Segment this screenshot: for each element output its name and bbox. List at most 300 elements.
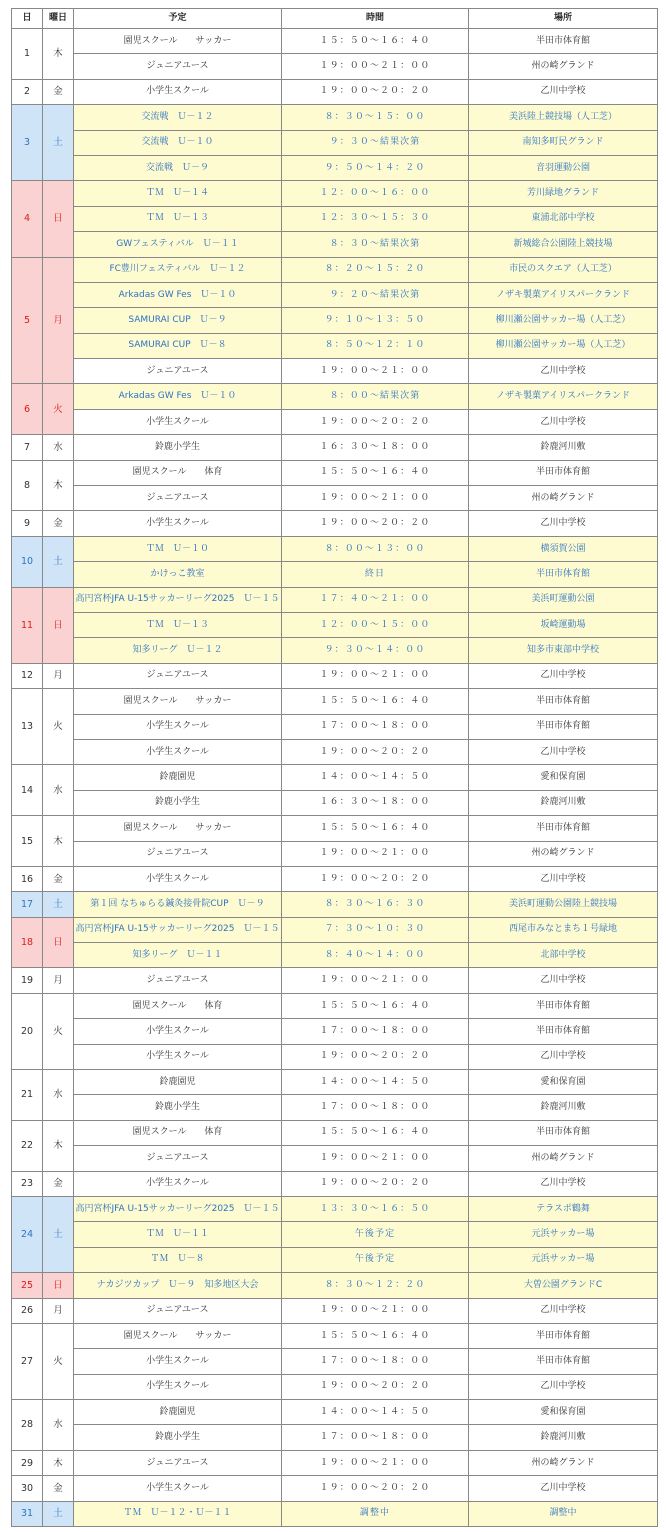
table-row [12, 1349, 658, 1374]
day-number: 13 [12, 689, 43, 765]
day-number: 10 [12, 536, 43, 587]
weekday-label: 金 [43, 1476, 74, 1501]
weekday-label: 日 [43, 917, 74, 968]
place-cell: 美浜陸上競技場（人工芝） [469, 105, 658, 130]
place-cell: 坂崎運動場 [469, 612, 658, 637]
table-row [12, 359, 658, 384]
day-number: 7 [12, 435, 43, 460]
time-cell: １９：００〜２０：２０ [282, 79, 469, 104]
time-cell: １９：００〜２０：２０ [282, 511, 469, 536]
time-cell: １７：００〜１８：００ [282, 1019, 469, 1044]
weekday-label: 月 [43, 1298, 74, 1323]
day-number: 17 [12, 892, 43, 917]
place-cell: 愛和保育園 [469, 1070, 658, 1095]
event-cell: 園児スクール 体育 [74, 993, 282, 1018]
time-cell: ８：００〜結果次第 [282, 384, 469, 409]
time-cell: １６：３０〜１８：００ [282, 435, 469, 460]
event-cell: 小学生スクール [74, 866, 282, 891]
place-cell: 元浜サッカー場 [469, 1247, 658, 1272]
weekday-label: 金 [43, 1171, 74, 1196]
event-cell: ジュニアユース [74, 663, 282, 688]
table-row [12, 1146, 658, 1171]
table-row [12, 816, 658, 841]
table-row [12, 1019, 658, 1044]
table-row [12, 1070, 658, 1095]
day-number: 23 [12, 1171, 43, 1196]
table-row [12, 1400, 658, 1425]
table-row [12, 460, 658, 485]
time-cell: ８：３０〜１６：３０ [282, 892, 469, 917]
table-row [12, 409, 658, 434]
place-cell: 鈴鹿河川敷 [469, 435, 658, 460]
table-row [12, 206, 658, 231]
place-cell: 愛和保育園 [469, 1400, 658, 1425]
event-cell: 小学生スクール [74, 714, 282, 739]
weekday-label: 金 [43, 511, 74, 536]
event-cell: ＴＭ Ｕ－１３ [74, 612, 282, 637]
time-cell: １９：００〜２１：００ [282, 1450, 469, 1475]
place-cell: 半田市体育館 [469, 460, 658, 485]
place-cell: 半田市体育館 [469, 29, 658, 54]
place-cell: 乙川中学校 [469, 1298, 658, 1323]
place-cell: 鈴鹿河川敷 [469, 1425, 658, 1450]
day-number: 15 [12, 816, 43, 867]
day-number: 31 [12, 1501, 43, 1526]
time-cell: １９：００〜２１：００ [282, 1146, 469, 1171]
time-cell: ９：５０〜１４：２０ [282, 155, 469, 180]
table-row [12, 612, 658, 637]
place-cell: 乙川中学校 [469, 866, 658, 891]
place-cell: 州の崎グランド [469, 841, 658, 866]
place-cell: 北部中学校 [469, 943, 658, 968]
time-cell: ８：４０〜１４：００ [282, 943, 469, 968]
time-cell: １５：５０〜１６：４０ [282, 1323, 469, 1348]
place-cell: 州の崎グランド [469, 1450, 658, 1475]
place-cell: 乙川中学校 [469, 1476, 658, 1501]
time-cell: １９：００〜２１：００ [282, 1298, 469, 1323]
header-time: 時間 [282, 9, 469, 29]
day-number: 26 [12, 1298, 43, 1323]
weekday-label: 火 [43, 993, 74, 1069]
event-cell: 小学生スクール [74, 1476, 282, 1501]
header-row [12, 9, 658, 29]
place-cell: 半田市体育館 [469, 816, 658, 841]
time-cell: １７：００〜１８：００ [282, 1425, 469, 1450]
event-cell: 小学生スクール [74, 79, 282, 104]
place-cell: 乙川中学校 [469, 1374, 658, 1399]
time-cell: １６：３０〜１８：００ [282, 790, 469, 815]
time-cell: １３：３０〜１６：５０ [282, 1196, 469, 1221]
table-row [12, 663, 658, 688]
place-cell: 乙川中学校 [469, 739, 658, 764]
place-cell: 市民のスクエア（人工芝） [469, 257, 658, 282]
table-row [12, 257, 658, 282]
table-row [12, 1044, 658, 1069]
event-cell: FC豊川フェスティバル Ｕ－１２ [74, 257, 282, 282]
event-cell: ジュニアユース [74, 841, 282, 866]
time-cell: ８：３０〜１５：００ [282, 105, 469, 130]
event-cell: ジュニアユース [74, 1146, 282, 1171]
day-number: 28 [12, 1400, 43, 1451]
place-cell: 乙川中学校 [469, 663, 658, 688]
weekday-label: 木 [43, 816, 74, 867]
weekday-label: 土 [43, 1501, 74, 1526]
event-cell: GWフェスティバル Ｕ－１１ [74, 232, 282, 257]
place-cell: 芳川緑地グランド [469, 181, 658, 206]
time-cell: ８：３０〜結果次第 [282, 232, 469, 257]
table-row [12, 1476, 658, 1501]
time-cell: ９：３０〜１４：００ [282, 638, 469, 663]
weekday-label: 金 [43, 79, 74, 104]
weekday-label: 月 [43, 257, 74, 384]
time-cell: １９：００〜２０：２０ [282, 409, 469, 434]
place-cell: 乙川中学校 [469, 79, 658, 104]
event-cell: 鈴鹿園児 [74, 1070, 282, 1095]
event-cell: ジュニアユース [74, 968, 282, 993]
time-cell: ８：００〜１３：００ [282, 536, 469, 561]
place-cell: 柳川瀬公園サッカー場（人工芝） [469, 308, 658, 333]
event-cell: 園児スクール サッカー [74, 1323, 282, 1348]
day-number: 19 [12, 968, 43, 993]
weekday-label: 水 [43, 765, 74, 816]
day-number: 5 [12, 257, 43, 384]
weekday-label: 火 [43, 384, 74, 435]
day-number: 9 [12, 511, 43, 536]
time-cell: ８：３０〜１２：２０ [282, 1273, 469, 1298]
weekday-label: 日 [43, 181, 74, 257]
event-cell: 鈴鹿小学生 [74, 1095, 282, 1120]
weekday-label: 水 [43, 1400, 74, 1451]
event-cell: Arkadas GW Fes Ｕ－１０ [74, 384, 282, 409]
time-cell: １５：５０〜１６：４０ [282, 1120, 469, 1145]
event-cell: 鈴鹿小学生 [74, 790, 282, 815]
table-row [12, 181, 658, 206]
event-cell: 小学生スクール [74, 1374, 282, 1399]
table-row [12, 1171, 658, 1196]
table-row [12, 587, 658, 612]
table-row [12, 105, 658, 130]
event-cell: ジュニアユース [74, 1450, 282, 1475]
event-cell: 交流戦 Ｕ－１０ [74, 130, 282, 155]
place-cell: 南知多町民グランド [469, 130, 658, 155]
table-row [12, 1273, 658, 1298]
place-cell: 元浜サッカー場 [469, 1222, 658, 1247]
day-number: 20 [12, 993, 43, 1069]
table-row [12, 968, 658, 993]
place-cell: 州の崎グランド [469, 54, 658, 79]
event-cell: 鈴鹿小学生 [74, 435, 282, 460]
time-cell: 終日 [282, 562, 469, 587]
day-number: 27 [12, 1323, 43, 1399]
event-cell: 鈴鹿園児 [74, 765, 282, 790]
weekday-label: 水 [43, 1070, 74, 1121]
place-cell: 半田市体育館 [469, 714, 658, 739]
time-cell: １９：００〜２１：００ [282, 54, 469, 79]
time-cell: １４：００〜１４：５０ [282, 1400, 469, 1425]
weekday-label: 日 [43, 587, 74, 663]
place-cell: ノザキ製菓アイリスパークランド [469, 282, 658, 307]
time-cell: １９：００〜２０：２０ [282, 1476, 469, 1501]
place-cell: 鈴鹿河川敷 [469, 1095, 658, 1120]
event-cell: 交流戦 Ｕ－１２ [74, 105, 282, 130]
table-row [12, 765, 658, 790]
event-cell: 交流戦 Ｕ－９ [74, 155, 282, 180]
table-row [12, 54, 658, 79]
weekday-label: 土 [43, 536, 74, 587]
event-cell: ジュニアユース [74, 486, 282, 511]
place-cell: 調整中 [469, 1501, 658, 1526]
place-cell: 乙川中学校 [469, 1171, 658, 1196]
header-place: 場所 [469, 9, 658, 29]
place-cell: 愛和保育園 [469, 765, 658, 790]
day-number: 21 [12, 1070, 43, 1121]
table-row [12, 1196, 658, 1221]
table-row [12, 1298, 658, 1323]
event-cell: ＴＭ Ｕ－１１ [74, 1222, 282, 1247]
table-row [12, 892, 658, 917]
event-cell: 小学生スクール [74, 1171, 282, 1196]
place-cell: 美浜町運動公園 [469, 587, 658, 612]
table-row [12, 536, 658, 561]
time-cell: ９：３０〜結果次第 [282, 130, 469, 155]
header-dow: 曜日 [43, 9, 74, 29]
day-number: 29 [12, 1450, 43, 1475]
table-row [12, 155, 658, 180]
time-cell: １７：４０〜２１：００ [282, 587, 469, 612]
time-cell: １９：００〜２０：２０ [282, 866, 469, 891]
place-cell: 乙川中学校 [469, 359, 658, 384]
place-cell: 半田市体育館 [469, 993, 658, 1018]
place-cell: 乙川中学校 [469, 968, 658, 993]
event-cell: 小学生スクール [74, 739, 282, 764]
place-cell: ノザキ製菓アイリスパークランド [469, 384, 658, 409]
place-cell: 乙川中学校 [469, 1044, 658, 1069]
time-cell: １７：００〜１８：００ [282, 714, 469, 739]
table-row [12, 1374, 658, 1399]
time-cell: １９：００〜２１：００ [282, 663, 469, 688]
day-number: 24 [12, 1196, 43, 1272]
weekday-label: 月 [43, 663, 74, 688]
weekday-label: 土 [43, 105, 74, 181]
table-row [12, 130, 658, 155]
event-cell: Arkadas GW Fes Ｕ－１０ [74, 282, 282, 307]
time-cell: ８：２０〜１５：２０ [282, 257, 469, 282]
place-cell: 音羽運動公園 [469, 155, 658, 180]
time-cell: ９：１０〜１３：５０ [282, 308, 469, 333]
event-cell: ＴＭ Ｕ－１２・Ｕ－１１ [74, 1501, 282, 1526]
time-cell: 午後予定 [282, 1247, 469, 1272]
weekday-label: 火 [43, 689, 74, 765]
time-cell: １９：００〜２０：２０ [282, 1171, 469, 1196]
place-cell: 半田市体育館 [469, 562, 658, 587]
table-row [12, 232, 658, 257]
table-row [12, 1222, 658, 1247]
table-row [12, 511, 658, 536]
day-number: 18 [12, 917, 43, 968]
weekday-label: 木 [43, 29, 74, 80]
table-row [12, 1501, 658, 1526]
table-row [12, 333, 658, 358]
table-row [12, 689, 658, 714]
table-row [12, 1425, 658, 1450]
table-row [12, 308, 658, 333]
event-cell: ＴＭ Ｕ－８ [74, 1247, 282, 1272]
time-cell: １７：００〜１８：００ [282, 1349, 469, 1374]
table-row [12, 1095, 658, 1120]
event-cell: 小学生スクール [74, 1044, 282, 1069]
day-number: 22 [12, 1120, 43, 1171]
table-row [12, 562, 658, 587]
event-cell: SAMURAI CUP Ｕ－９ [74, 308, 282, 333]
event-cell: 第１回 なちゅらる鍼灸接骨院CUP Ｕ－９ [74, 892, 282, 917]
time-cell: １９：００〜２０：２０ [282, 1044, 469, 1069]
table-row [12, 1120, 658, 1145]
table-row [12, 384, 658, 409]
day-number: 12 [12, 663, 43, 688]
table-row [12, 282, 658, 307]
weekday-label: 月 [43, 968, 74, 993]
event-cell: ジュニアユース [74, 54, 282, 79]
time-cell: １７：００〜１８：００ [282, 1095, 469, 1120]
place-cell: 知多市東部中学校 [469, 638, 658, 663]
time-cell: １５：５０〜１６：４０ [282, 460, 469, 485]
weekday-label: 水 [43, 435, 74, 460]
day-number: 30 [12, 1476, 43, 1501]
place-cell: 州の崎グランド [469, 486, 658, 511]
weekday-label: 木 [43, 1120, 74, 1171]
day-number: 3 [12, 105, 43, 181]
table-row [12, 993, 658, 1018]
event-cell: 高円宮杯JFA U-15サッカーリーグ2025 Ｕ－１５ [74, 917, 282, 942]
event-cell: ナカジツカップ Ｕ－９ 知多地区大会 [74, 1273, 282, 1298]
event-cell: 園児スクール サッカー [74, 689, 282, 714]
weekday-label: 木 [43, 1450, 74, 1475]
event-cell: SAMURAI CUP Ｕ－８ [74, 333, 282, 358]
day-number: 16 [12, 866, 43, 891]
table-row [12, 714, 658, 739]
event-cell: ＴＭ Ｕ－１４ [74, 181, 282, 206]
table-row [12, 79, 658, 104]
schedule-table [11, 8, 658, 1527]
table-row [12, 739, 658, 764]
event-cell: 知多リーグ Ｕ－１１ [74, 943, 282, 968]
weekday-label: 金 [43, 866, 74, 891]
weekday-label: 木 [43, 460, 74, 511]
time-cell: １９：００〜２１：００ [282, 486, 469, 511]
day-number: 11 [12, 587, 43, 663]
table-row [12, 917, 658, 942]
weekday-label: 土 [43, 892, 74, 917]
time-cell: １９：００〜２１：００ [282, 968, 469, 993]
place-cell: 半田市体育館 [469, 1019, 658, 1044]
time-cell: ８：５０〜１２：１０ [282, 333, 469, 358]
event-cell: ジュニアユース [74, 1298, 282, 1323]
event-cell: ＴＭ Ｕ－１３ [74, 206, 282, 231]
table-row [12, 841, 658, 866]
table-row [12, 638, 658, 663]
day-number: 14 [12, 765, 43, 816]
event-cell: 園児スクール サッカー [74, 816, 282, 841]
time-cell: 午後予定 [282, 1222, 469, 1247]
day-number: 2 [12, 79, 43, 104]
time-cell: ９：２０〜結果次第 [282, 282, 469, 307]
place-cell: 鈴鹿河川敷 [469, 790, 658, 815]
place-cell: 大曽公園グランドC [469, 1273, 658, 1298]
place-cell: 美浜町運動公園陸上競技場 [469, 892, 658, 917]
weekday-label: 日 [43, 1273, 74, 1298]
place-cell: 州の崎グランド [469, 1146, 658, 1171]
day-number: 25 [12, 1273, 43, 1298]
table-row [12, 1323, 658, 1348]
place-cell: 半田市体育館 [469, 1349, 658, 1374]
table-row [12, 435, 658, 460]
time-cell: ７：３０〜１０：３０ [282, 917, 469, 942]
header-event: 予定 [74, 9, 282, 29]
table-row [12, 790, 658, 815]
event-cell: 園児スクール 体育 [74, 460, 282, 485]
event-cell: 知多リーグ Ｕ－１２ [74, 638, 282, 663]
event-cell: 園児スクール サッカー [74, 29, 282, 54]
place-cell: 乙川中学校 [469, 409, 658, 434]
day-number: 4 [12, 181, 43, 257]
place-cell: テラスポ鶴舞 [469, 1196, 658, 1221]
event-cell: 園児スクール 体育 [74, 1120, 282, 1145]
place-cell: 西尾市みなとまち１号緑地 [469, 917, 658, 942]
day-number: 8 [12, 460, 43, 511]
event-cell: 高円宮杯JFA U-15サッカーリーグ2025 Ｕ－１５ [74, 1196, 282, 1221]
event-cell: ジュニアユース [74, 359, 282, 384]
event-cell: かけっこ教室 [74, 562, 282, 587]
time-cell: １９：００〜２１：００ [282, 841, 469, 866]
table-row [12, 1450, 658, 1475]
table-row [12, 486, 658, 511]
event-cell: 小学生スクール [74, 1349, 282, 1374]
schedule-body [12, 29, 658, 1527]
time-cell: １２：００〜１５：００ [282, 612, 469, 637]
event-cell: ＴＭ Ｕ－１０ [74, 536, 282, 561]
time-cell: 調整中 [282, 1501, 469, 1526]
day-number: 6 [12, 384, 43, 435]
time-cell: １２：００〜１６：００ [282, 181, 469, 206]
event-cell: 小学生スクール [74, 1019, 282, 1044]
place-cell: 横須賀公園 [469, 536, 658, 561]
header-day: 日 [12, 9, 43, 29]
weekday-label: 土 [43, 1196, 74, 1272]
event-cell: 小学生スクール [74, 409, 282, 434]
place-cell: 半田市体育館 [469, 1323, 658, 1348]
event-cell: 鈴鹿小学生 [74, 1425, 282, 1450]
time-cell: １９：００〜２０：２０ [282, 1374, 469, 1399]
time-cell: １４：００〜１４：５０ [282, 765, 469, 790]
time-cell: １９：００〜２０：２０ [282, 739, 469, 764]
weekday-label: 火 [43, 1323, 74, 1399]
time-cell: １２：３０〜１５：３０ [282, 206, 469, 231]
event-cell: 小学生スクール [74, 511, 282, 536]
time-cell: １５：５０〜１６：４０ [282, 993, 469, 1018]
event-cell: 高円宮杯JFA U-15サッカーリーグ2025 Ｕ－１５ [74, 587, 282, 612]
place-cell: 新城総合公園陸上競技場 [469, 232, 658, 257]
time-cell: １５：５０〜１６：４０ [282, 689, 469, 714]
place-cell: 乙川中学校 [469, 511, 658, 536]
table-row [12, 943, 658, 968]
place-cell: 半田市体育館 [469, 689, 658, 714]
table-row [12, 1247, 658, 1272]
time-cell: １５：５０〜１６：４０ [282, 29, 469, 54]
table-row [12, 29, 658, 54]
time-cell: １９：００〜２１：００ [282, 359, 469, 384]
table-row [12, 866, 658, 891]
time-cell: １５：５０〜１６：４０ [282, 816, 469, 841]
